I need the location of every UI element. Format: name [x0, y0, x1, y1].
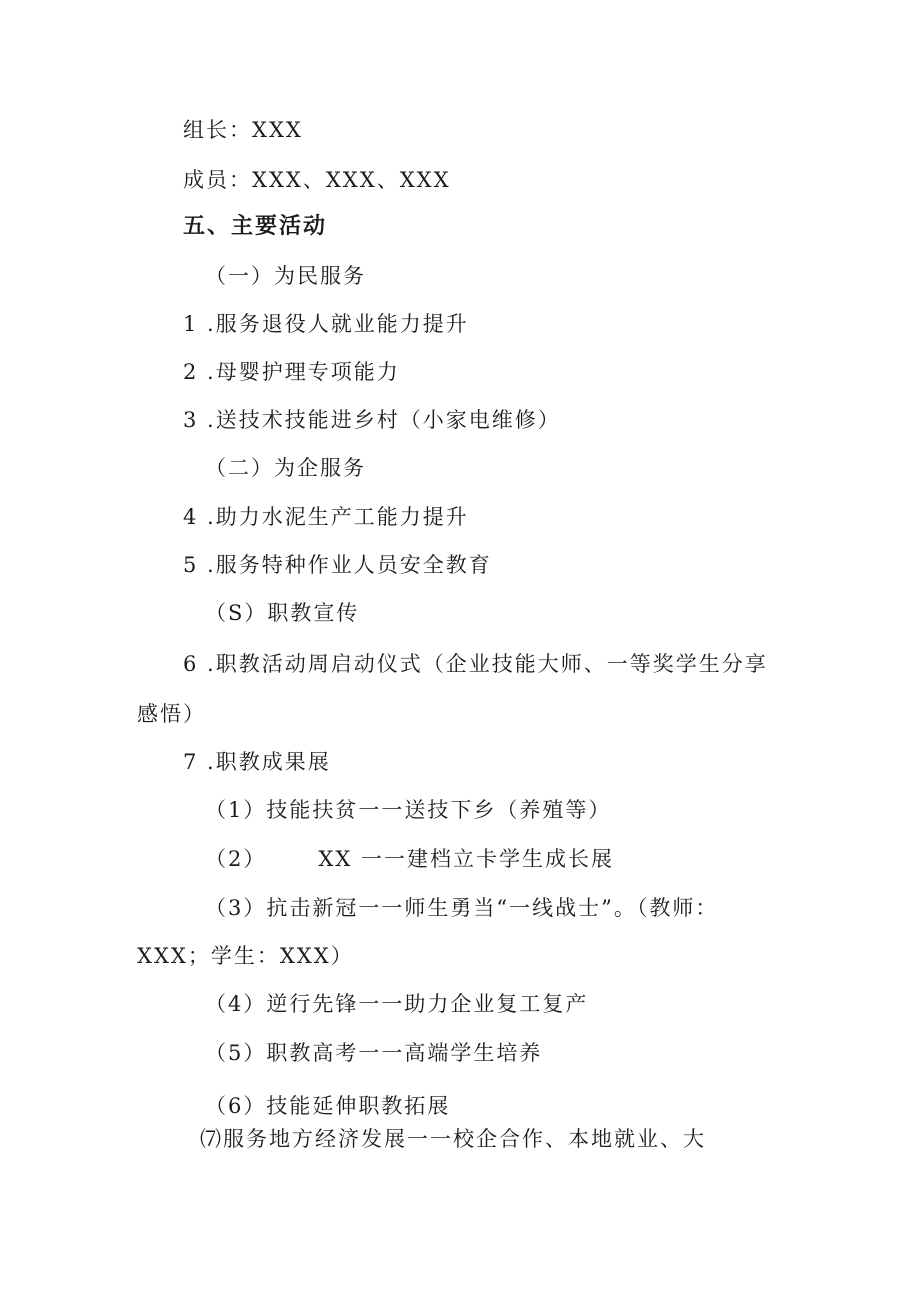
sub-list-item [205, 845, 614, 873]
sub-list-item: （1）技能扶贫一一送技下乡（养殖等） [205, 798, 612, 822]
list-item: 4 .助力水泥生产工能力提升 [183, 505, 469, 529]
sub-list-item: ⑺服务地方经济发展一一校企合作、本地就业、大 [200, 1127, 706, 1151]
list-item: 5 .服务特种作业人员安全教育 [183, 553, 492, 577]
list-item: 6 .职教活动周启动仪式（企业技能大师、一等奖学生分享 [183, 652, 768, 676]
sub-list-item: （4）逆行先锋一一助力企业复工复产 [205, 992, 589, 1016]
sub-list-item: （6）技能延伸职教拓展 [205, 1094, 451, 1118]
subsection-heading: （二）为企服务 [205, 456, 366, 480]
sub-list-item-number: （2） [205, 847, 267, 871]
members-line: 成员：XXX、XXX、XXX [183, 168, 451, 192]
list-item: 1 .服务退役人就业能力提升 [183, 312, 469, 336]
list-item: 7 .职教成果展 [183, 750, 331, 774]
sub-list-item: （3）抗击新冠一一师生勇当“一线战士”。（教师： [205, 896, 719, 920]
sub-list-item-text: XX 一一建档立卡学生成长展 [318, 847, 614, 871]
list-item: 2 .母婴护理专项能力 [183, 360, 400, 384]
subsection-heading: （一）为民服务 [205, 264, 366, 288]
list-item: 3 .送技术技能进乡村（小家电维修） [183, 408, 561, 432]
section-heading: 五、主要活动 [183, 214, 328, 239]
sub-list-item-continuation: XXX；学生：XXX） [137, 944, 354, 968]
sub-list-item: （5）职教高考一一高端学生培养 [205, 1041, 543, 1065]
subsection-heading: （S）职教宣传 [205, 601, 360, 625]
list-item-continuation: 感悟） [137, 702, 206, 726]
leader-line: 组长：XXX [183, 118, 303, 142]
